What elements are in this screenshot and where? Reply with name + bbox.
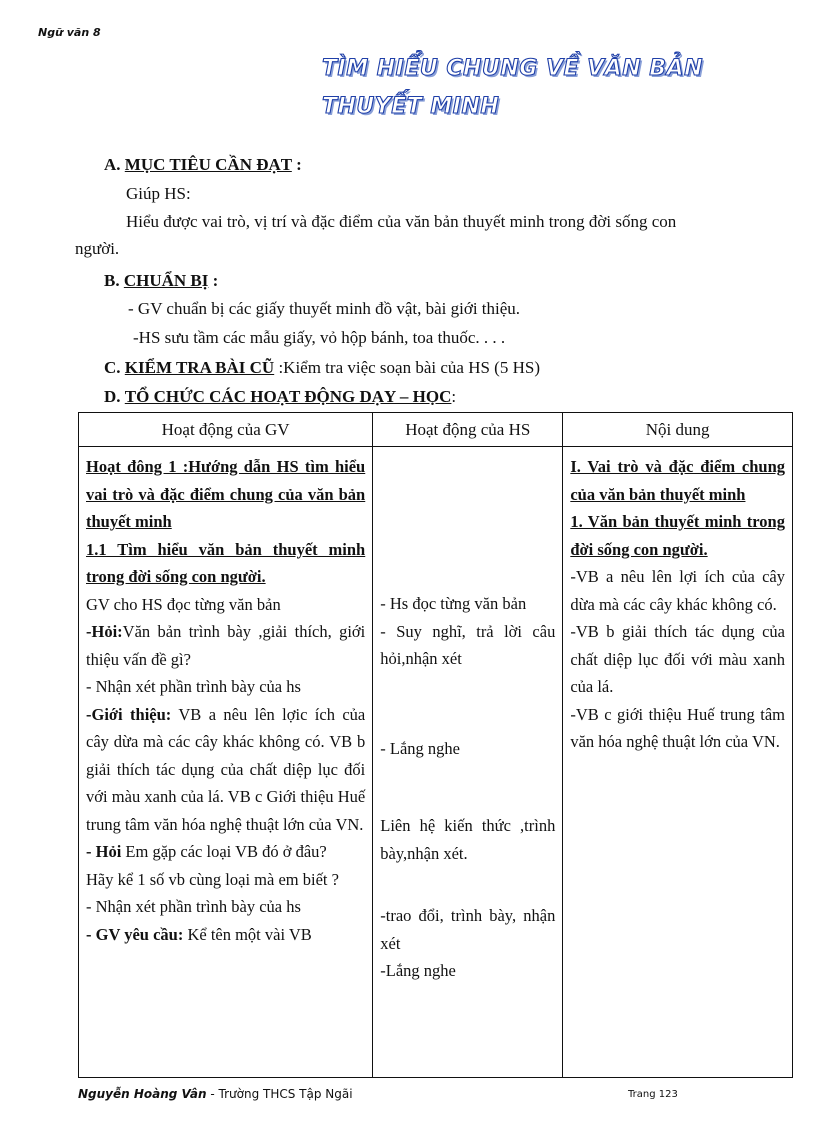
section-c-text: :Kiểm tra việc soạn bài của HS (5 HS): [274, 358, 540, 377]
content-c2: -VB b giải thích tác dụng của chất diệp lục đối với màu xanh của lá.: [570, 622, 785, 696]
section-b-title: CHUẨN BỊ: [123, 271, 209, 290]
header-hs: Hoạt động của HS: [373, 413, 563, 447]
hs-r4: Liên hệ kiến thức ,trình bày,nhận xét.: [380, 816, 556, 863]
footer: [78, 1087, 353, 1101]
gv-p1: GV cho HS đọc từng văn bản: [86, 594, 281, 614]
gv-p7: - Nhận xét phần trình bày của hs: [86, 897, 301, 916]
hs-r3: - Lắng nghe: [380, 738, 460, 758]
document-title: [322, 50, 703, 126]
section-b-item-2: -HS sưu tầm các mẫu giấy, vỏ hộp bánh, toa thuốc. . . .: [133, 328, 506, 347]
content-c3: -VB c giới thiệu Huế trung tâm văn hóa nghệ thuật lớn của VN.: [570, 704, 785, 751]
section-c-title: KIỂM TRA BÀI CŨ: [124, 358, 275, 377]
footer-author: Nguyễn Hoàng Vân: [78, 1087, 207, 1101]
table-header-row: [79, 413, 793, 447]
gv-p8: - GV yêu cầu: Kể tên một vài VB: [86, 924, 312, 944]
hs-cell: [373, 447, 563, 1078]
gv-p5: - Hỏi Em gặp các loại VB đó ở đâu?: [86, 842, 327, 861]
section-c-heading: C. KIỂM TRA BÀI CŨ :Kiểm tra việc soạn bài của HS (5 HS): [104, 358, 540, 377]
page-number: Trang 123: [628, 1089, 678, 1100]
section-a-heading: A. MỤC TIÊU CẦN ĐẠT :: [104, 155, 302, 174]
content-cell: [563, 447, 793, 1078]
footer-school: - Trường THCS Tập Ngãi: [206, 1087, 353, 1101]
section-b-heading: B. CHUẨN BỊ :: [104, 271, 219, 290]
activities-table: [78, 412, 793, 1078]
subject-label: Ngữ văn 8: [38, 26, 101, 39]
title-line-2: THUYẾT MINH: [322, 94, 500, 119]
section-a-intro: Giúp HS:: [126, 184, 191, 203]
table-row: [79, 447, 793, 1078]
header-gv: Hoạt động của GV: [79, 413, 373, 447]
hs-r5: -trao đổi, trình bày, nhận xét: [380, 906, 556, 953]
gv-p3: - Nhận xét phần trình bày của hs: [86, 677, 301, 696]
gv-p2: -Hỏi:Văn bản trình bày ,giải thích, giới thiệu vấn đề gì?: [86, 622, 366, 669]
section-b-item-1: - GV chuẩn bị các giấy thuyết minh đồ vật, bài giới thiệu.: [128, 299, 521, 318]
content-c1: -VB a nêu lên lợi ích của cây dừa mà các cây khác không có.: [570, 567, 785, 614]
content-heading: I. Vai trò và đặc điểm chung của văn bản thuyết minh: [570, 457, 785, 504]
gv-activity-title: Hoạt đông 1 :Hướng dẫn HS tìm hiểu vai trò và đặc điểm chung của văn bản thuyết minh: [86, 457, 366, 531]
section-d-heading: D. TỔ CHỨC CÁC HOẠT ĐỘNG DẠY – HỌC:: [104, 387, 457, 406]
gv-p6: Hãy kể 1 số vb cùng loại mà em biết ?: [86, 869, 339, 889]
section-d-title: TỔ CHỨC CÁC HOẠT ĐỘNG DẠY – HỌC: [124, 387, 452, 406]
hs-r2: - Suy nghĩ, trả lời câu hỏi,nhận xét: [380, 621, 556, 668]
gv-sub-title: 1.1 Tìm hiểu văn bản thuyết minh trong đời sống con người.: [86, 539, 366, 586]
section-a-goal-line-2: người.: [75, 239, 120, 258]
section-a-title: MỤC TIÊU CẦN ĐẠT: [124, 155, 292, 174]
header-content: Nội dung: [563, 413, 793, 447]
gv-p4: -Giới thiệu: VB a nêu lên lợic ích của cây dừa mà các cây khác không có. VB b giải thích tác dụng của chất diệp lục đối với màu xanh của lá. VB c Giới thiệu Huế trung tâm văn hóa nghệ thuật lớn của VN.: [86, 704, 366, 834]
section-a-goal-line-1: Hiểu được vai trò, vị trí và đặc điểm của văn bản thuyết minh trong đời sống con: [126, 212, 677, 231]
hs-r6: -Lắng nghe: [380, 961, 456, 980]
gv-cell: [79, 447, 373, 1078]
content-sub: 1. Văn bản thuyết minh trong đời sống con người.: [570, 512, 785, 559]
title-line-1: TÌM HIỂU CHUNG VỀ VĂN BẢN: [322, 56, 703, 81]
hs-r1: - Hs đọc từng văn bản: [380, 594, 527, 613]
